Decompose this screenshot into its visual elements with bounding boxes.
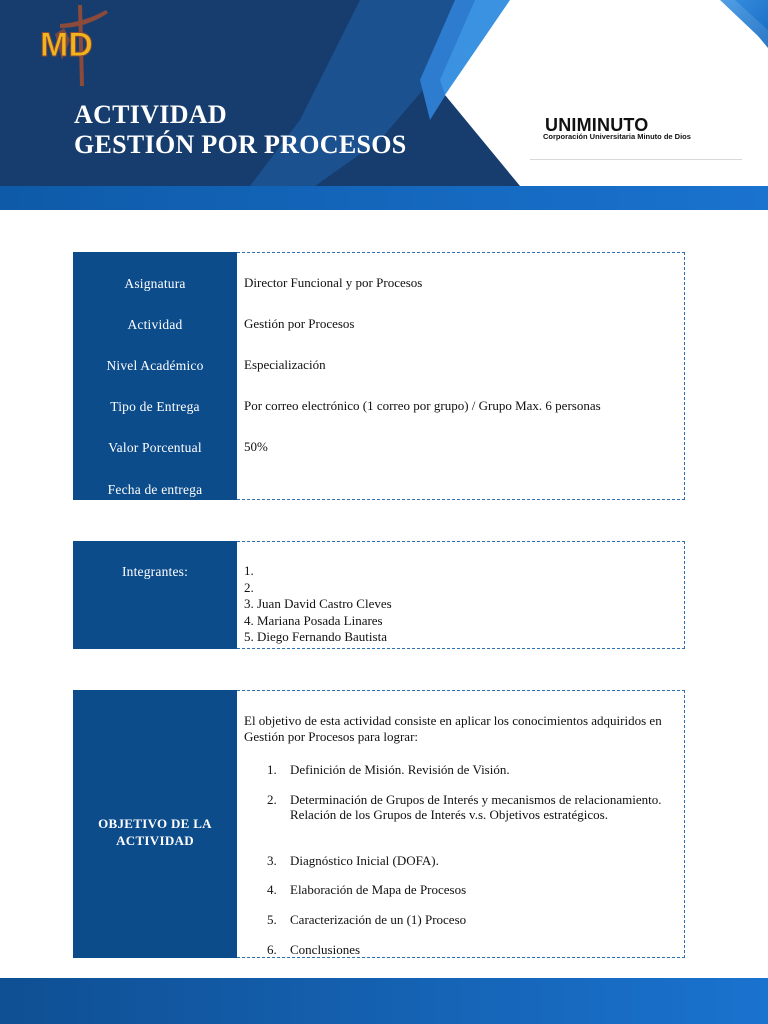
label-fecha-entrega: Fecha de entrega xyxy=(107,482,203,497)
list-item: 2. xyxy=(244,579,254,595)
uniminuto-logo xyxy=(0,0,210,120)
value-asignatura: Director Funcional y por Procesos xyxy=(244,275,423,290)
list-item-text: Conclusiones xyxy=(290,942,361,957)
members-list xyxy=(244,563,392,646)
list-item-number: 5. xyxy=(267,912,277,927)
label-valor-porcentual: Valor Porcentual xyxy=(108,440,202,455)
page-header xyxy=(0,0,768,210)
value-valor-porcentual: 50% xyxy=(244,439,268,454)
members-table xyxy=(73,541,685,649)
logo-name: UNIMINUTO xyxy=(545,115,649,135)
page-footer xyxy=(0,978,768,1024)
list-item: 1. xyxy=(244,563,254,578)
list-item-number: 1. xyxy=(267,762,277,777)
objective-label-line-1: OBJETIVO DE LA xyxy=(98,816,212,831)
list-item-number: 2. xyxy=(267,792,277,807)
logo-mark-text: MD xyxy=(40,26,93,64)
objective-table xyxy=(73,690,685,958)
list-item-text: Definición de Misión. Revisión de Visión. xyxy=(290,762,510,777)
label-tipo-entrega: Tipo de Entrega xyxy=(110,399,200,414)
label-actividad: Actividad xyxy=(127,317,183,332)
list-item-number: 3. xyxy=(267,853,277,868)
list-item-number: 6. xyxy=(267,942,277,957)
value-tipo-entrega: Por correo electrónico (1 correo por grupo) / Grupo Max. 6 personas xyxy=(244,398,601,413)
list-item: 4. Mariana Posada Linares xyxy=(244,612,383,628)
list-item-text: Elaboración de Mapa de Procesos xyxy=(290,882,467,897)
list-item: 5. Diego Fernando Bautista xyxy=(244,629,387,645)
logo-divider xyxy=(530,159,742,160)
objective-intro: El objetivo de esta actividad consiste en aplicar los conocimientos adquiridos en Gestión por Procesos para lograr: xyxy=(244,713,662,744)
members-label-column xyxy=(73,541,237,649)
list-item-text: Caracterización de un (1) Proceso xyxy=(290,912,467,927)
members-label: Integrantes: xyxy=(121,564,189,579)
value-nivel-academico: Especialización xyxy=(244,357,326,372)
logo-subtitle: Corporación Universitaria Minuto de Dios xyxy=(543,132,691,141)
list-item: 3. Juan David Castro Cleves xyxy=(244,596,392,612)
list-item-number: 4. xyxy=(267,882,277,897)
list-item-text: Diagnóstico Inicial (DOFA). xyxy=(290,853,439,868)
list-item-text: Determinación de Grupos de Interés y mecanismos de relacionamiento. Relación de los Grupos de Interés v.s. Objetivos estratégicos. xyxy=(290,792,662,822)
title-line-1: ACTIVIDAD xyxy=(74,100,227,129)
label-asignatura: Asignatura xyxy=(124,276,186,291)
label-nivel-academico: Nivel Académico xyxy=(106,358,204,373)
title-line-2: GESTIÓN POR PROCESOS xyxy=(74,130,407,159)
info-table xyxy=(73,252,685,500)
objective-label-line-2: ACTIVIDAD xyxy=(116,832,194,848)
objective-label xyxy=(73,816,237,849)
value-actividad: Gestión por Procesos xyxy=(244,316,355,331)
